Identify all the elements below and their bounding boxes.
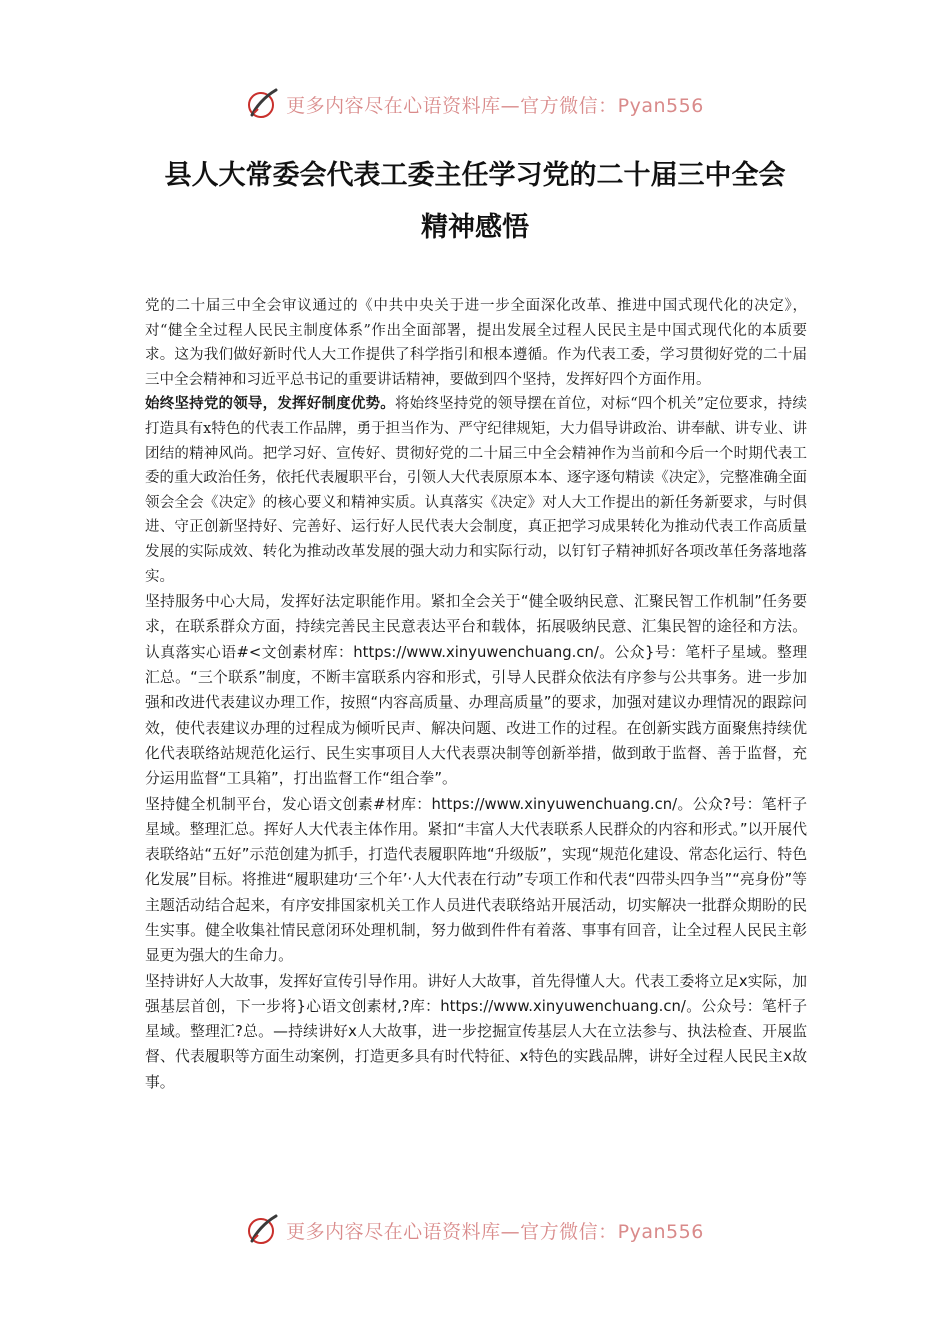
section-4-paragraph: 坚持讲好人大故事，发挥好宣传引导作用。讲好人大故事，首先得懂人大。代表工委将立足x实际，加强基层首创，下一步将}心语文创素材,?库：https://www.xinyuwenchuang.cn/。公众号：笔杆子星域。整理汇?总。—持续讲好x人大故事，进一步挖掘宣传基层人大在立法参与、执法检查、开展监督、代表履职等方面生动案例，打造更多具有时代特征、x特色的实践品牌，讲好全过程人民民主x故事。: [145, 972, 807, 1091]
banner-text: 更多内容尽在心语资料库—官方微信：Pyan556: [286, 94, 704, 117]
section-3-paragraph: 坚持健全机制平台，发心语文创素#材库：https://www.xinyuwenchuang.cn/。公众?号：笔杆子星域。整理汇总。挥好人大代表主体作用。紧扣“丰富人大代表联系人民群众的内容和形式。”以开展代表联络站“五好”示范创建为抓手，打造代表履职阵地“升级版”，实现“规范化建设、常态化运行、特色化发展”目标。将推进“履职建功‘三个年’·人大代表在行动”专项工作和代表“四带头四争当”“亮身份”等主题活动结合起来，有序安排国家机关工作人员进代表联络站开展活动，切实解决一批群众期盼的民生实事。健全收集社情民意闭环处理机制，努力做到件件有着落、事事有回音，让全过程人民民主彰显更为强大的生命力。: [145, 795, 807, 965]
section-2-paragraph: 坚持服务中心大局，发挥好法定职能作用。紧扣全会关于“健全吸纳民意、汇聚民智工作机制”任务要求，在联系群众方面，持续完善民主民意表达平台和载体，拓展吸纳民意、汇集民智的途径和方法。认真落实心语#<文创素材库：https://www.xinyuwenchuang.cn/。公众}号：笔杆子星域。整理汇总。“三个联系”制度，不断丰富联系内容和形式，引导人民群众依法有序参与公共事务。进一步加强和改进代表建议办理工作，按照“内容高质量、办理高质量”的要求，加强对建议办理情况的跟踪问效，使代表建议办理的过程成为倾听民声、解决问题、改进工作的过程。在创新实践方面聚焦持续优化代表联络站规范化运行、民生实事项目人大代表票决制等创新举措，做到敢于监督、善于监督，充分运用监督“工具箱”，打出监督工作“组合拳”。: [145, 593, 807, 788]
banner-text: 更多内容尽在心语资料库—官方微信：Pyan556: [286, 1220, 704, 1243]
document-body: [145, 294, 807, 1095]
header-banner: [0, 82, 950, 126]
section-1-body: 将始终坚持党的领导摆在首位，对标“四个机关”定位要求，持续打造具有x特色的代表工作品牌，勇于担当作为、严守纪律规矩，大力倡导讲政治、讲奉献、讲专业、讲团结的精神风尚。把学习好、宣传好、贯彻好党的二十届三中全会精神作为当前和今后一个时期代表工委的重大政治任务，依托代表履职平台，引领人大代表原原本本、逐字逐句精读《决定》，完整准确全面领会全会《决定》的核心要义和精神实质。认真落实《决定》对人大工作提出的新任务新要求，与时俱进、守正创新坚持好、完善好、运行好人民代表大会制度，真正把学习成果转化为推动代表工作高质量发展的实际成效、转化为推动改革发展的强大动力和实际行动，以钉钉子精神抓好各项改革任务落地落实。: [145, 396, 807, 585]
footer-banner: [0, 1208, 950, 1252]
page-title: [120, 150, 830, 254]
title-line-1: 县人大常委会代表工委主任学习党的二十届三中全会: [164, 160, 786, 191]
section-1-paragraph: [145, 392, 807, 589]
title-line-2: 精神感悟: [421, 212, 529, 243]
intro-paragraph: 党的二十届三中全会审议通过的《中共中央关于进一步全面深化改革、推进中国式现代化的决定》，对“健全全过程人民民主制度体系”作出全面部署，提出发展全过程人民民主是中国式现代化的本质要求。这为我们做好新时代人大工作提供了科学指引和根本遵循。作为代表工委，学习贯彻好党的二十届三中全会精神和习近平总书记的重要讲话精神，要做到四个坚持，发挥好四个方面作用。: [145, 298, 807, 388]
pen-logo-icon: [246, 87, 280, 121]
pen-logo-icon: [246, 1213, 280, 1247]
section-1-heading: 始终坚持党的领导，发挥好制度优势。: [145, 395, 395, 413]
